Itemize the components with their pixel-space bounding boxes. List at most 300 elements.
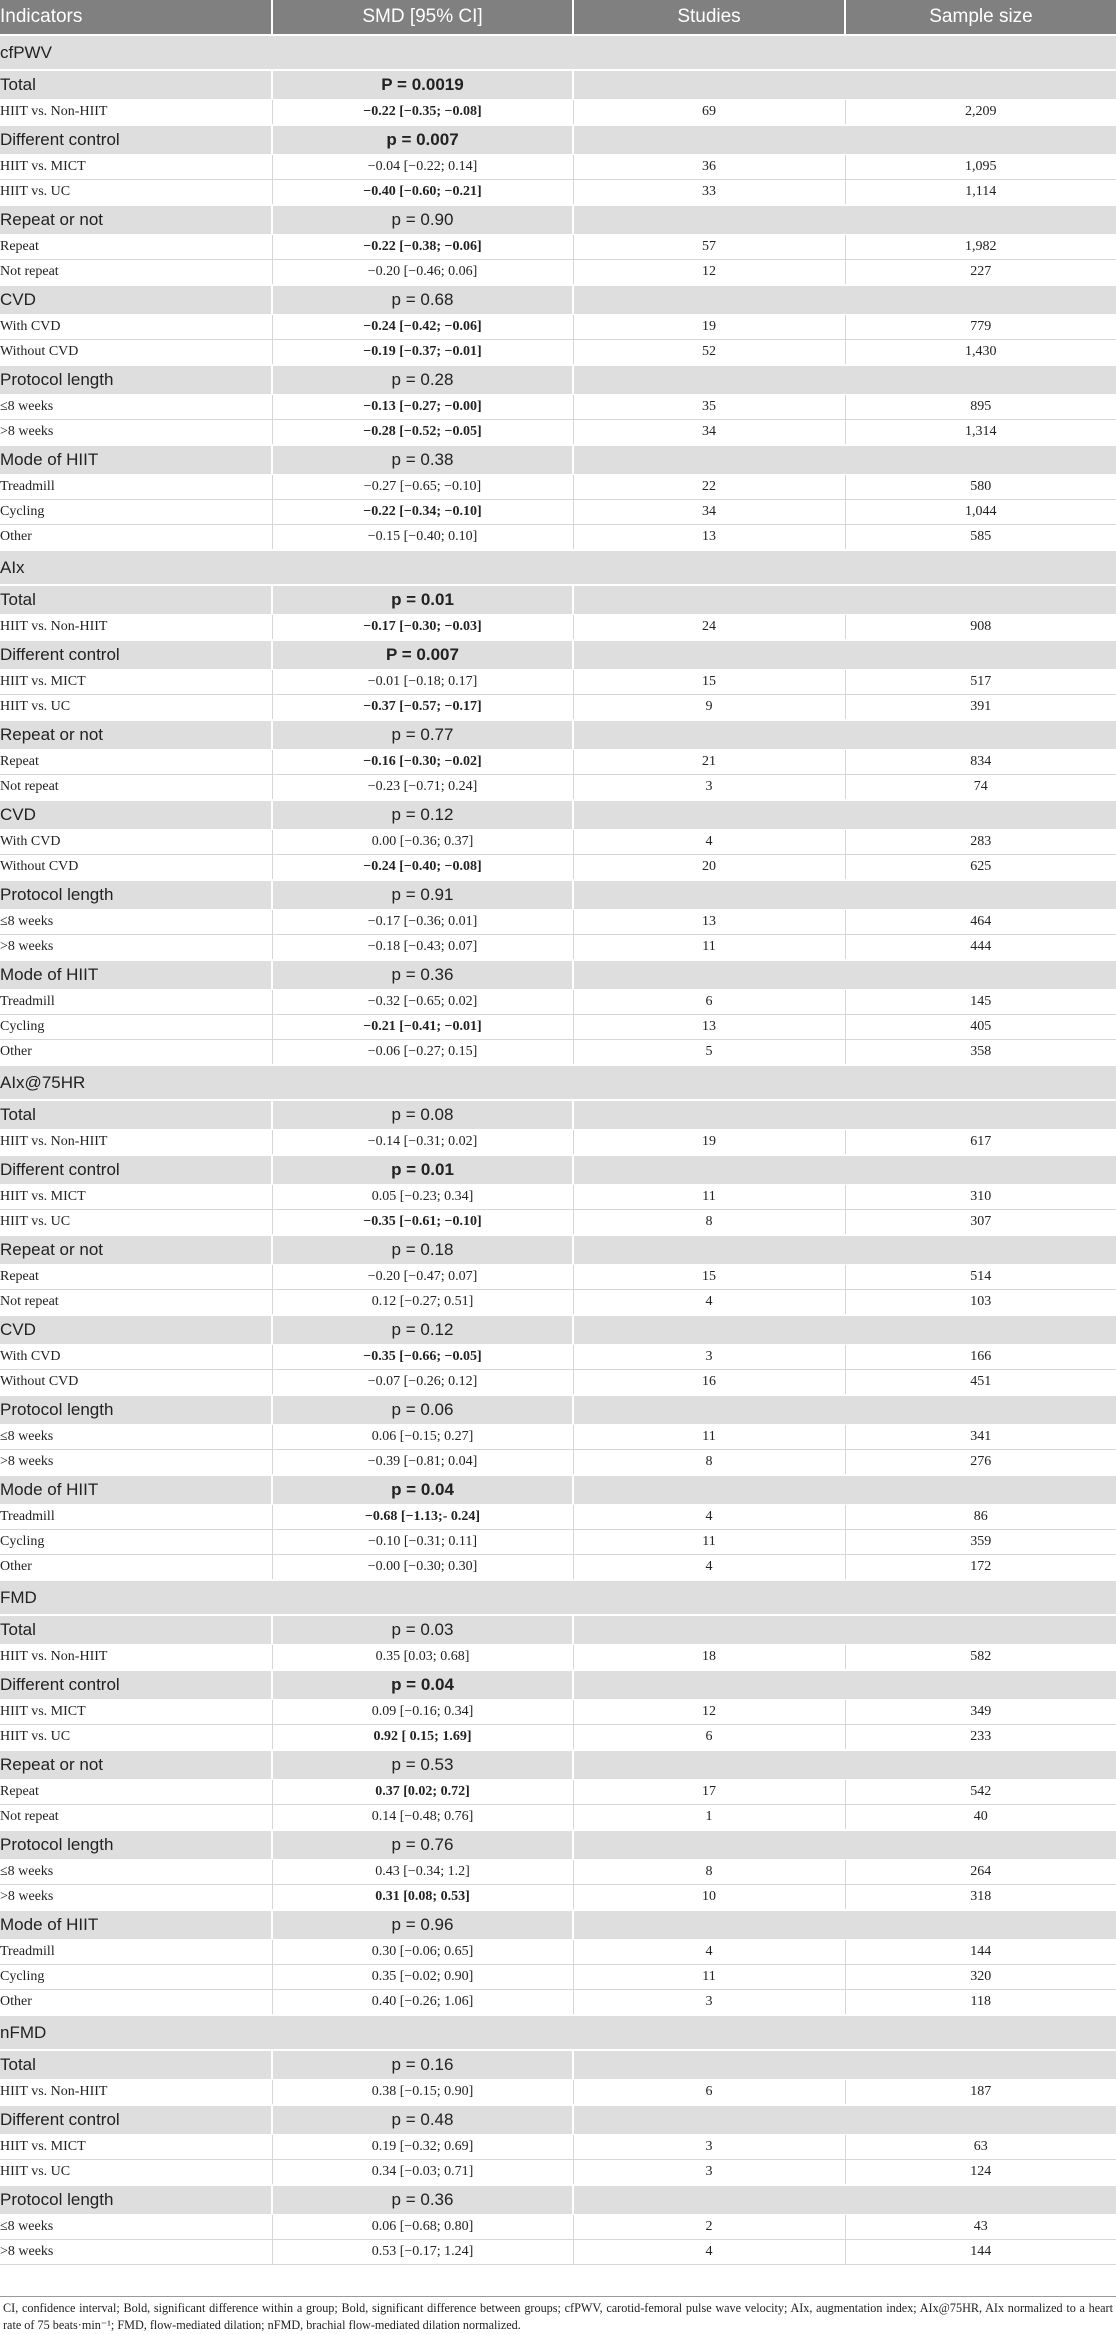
row-smd: 0.92 [ 0.15; 1.69] [272,1725,573,1751]
row-studies: 19 [573,1130,845,1156]
row-label: Not repeat [0,775,272,801]
group-row [0,1830,1116,1860]
group-p-value: p = 0.77 [272,720,573,750]
row-label: Not repeat [0,260,272,286]
group-p-value: p = 0.04 [272,1670,573,1700]
row-smd: −0.01 [−0.18; 0.17] [272,670,573,695]
group-p-value: p = 0.68 [272,285,573,315]
row-sample-size: 320 [845,1965,1116,1990]
group-p-value: p = 0.53 [272,1750,573,1780]
table-row [0,2240,1116,2265]
table-row [0,1015,1116,1040]
indicator-label: nFMD [0,2015,1116,2050]
row-smd: −0.23 [−0.71; 0.24] [272,775,573,801]
group-spacer [573,960,1116,990]
row-sample-size: 464 [845,910,1116,935]
row-studies: 24 [573,615,845,641]
table-row [0,1780,1116,1805]
group-p-value: p = 0.16 [272,2050,573,2080]
row-label: HIIT vs. Non-HIIT [0,100,272,126]
group-label: Protocol length [0,880,272,910]
indicator-row [0,2015,1116,2050]
row-label: HIIT vs. UC [0,2160,272,2186]
group-row [0,2050,1116,2080]
row-studies: 12 [573,1700,845,1725]
group-label: Different control [0,125,272,155]
row-sample-size: 172 [845,1555,1116,1581]
row-label: ≤8 weeks [0,2215,272,2240]
table-row [0,1265,1116,1290]
table-row [0,1965,1116,1990]
row-studies: 6 [573,2080,845,2106]
table-row [0,2080,1116,2106]
row-studies: 3 [573,775,845,801]
row-smd: 0.12 [−0.27; 0.51] [272,1290,573,1316]
group-spacer [573,1315,1116,1345]
row-sample-size: 444 [845,935,1116,961]
table-row [0,2160,1116,2186]
row-smd: 0.14 [−0.48; 0.76] [272,1805,573,1831]
group-row [0,720,1116,750]
group-p-value: p = 0.96 [272,1910,573,1940]
row-studies: 8 [573,1860,845,1885]
group-spacer [573,720,1116,750]
row-studies: 52 [573,340,845,366]
table-row [0,180,1116,206]
group-p-value: p = 0.28 [272,365,573,395]
row-label: Other [0,1555,272,1581]
row-smd: 0.09 [−0.16; 0.34] [272,1700,573,1725]
row-label: >8 weeks [0,2240,272,2265]
group-row [0,1395,1116,1425]
row-label: Not repeat [0,1290,272,1316]
group-spacer [573,1475,1116,1505]
row-label: With CVD [0,830,272,855]
row-smd: −0.19 [−0.37; −0.01] [272,340,573,366]
row-smd: −0.22 [−0.34; −0.10] [272,500,573,525]
row-sample-size: 233 [845,1725,1116,1751]
row-label: Repeat [0,1780,272,1805]
row-smd: 0.05 [−0.23; 0.34] [272,1185,573,1210]
group-row [0,365,1116,395]
group-label: Different control [0,1670,272,1700]
row-smd: −0.28 [−0.52; −0.05] [272,420,573,446]
row-studies: 18 [573,1645,845,1671]
table-row [0,1210,1116,1236]
group-spacer [573,1615,1116,1645]
row-sample-size: 40 [845,1805,1116,1831]
group-label: CVD [0,1315,272,1345]
group-spacer [573,1395,1116,1425]
row-sample-size: 1,095 [845,155,1116,180]
row-sample-size: 617 [845,1130,1116,1156]
table-row [0,775,1116,801]
row-label: Not repeat [0,1805,272,1831]
row-sample-size: 145 [845,990,1116,1015]
table-row [0,395,1116,420]
row-label: >8 weeks [0,1885,272,1911]
row-label: HIIT vs. MICT [0,155,272,180]
group-spacer [573,880,1116,910]
row-sample-size: 585 [845,525,1116,551]
row-smd: 0.35 [−0.02; 0.90] [272,1965,573,1990]
row-smd: 0.40 [−0.26; 1.06] [272,1990,573,2016]
group-label: Mode of HIIT [0,445,272,475]
table-row [0,1805,1116,1831]
row-label: HIIT vs. Non-HIIT [0,1130,272,1156]
group-p-value: p = 0.04 [272,1475,573,1505]
group-row [0,1315,1116,1345]
row-smd: 0.34 [−0.03; 0.71] [272,2160,573,2186]
group-p-value: p = 0.90 [272,205,573,235]
row-smd: −0.17 [−0.30; −0.03] [272,615,573,641]
row-label: >8 weeks [0,420,272,446]
row-label: ≤8 weeks [0,395,272,420]
row-sample-size: 318 [845,1885,1116,1911]
row-label: Other [0,1990,272,2016]
row-sample-size: 582 [845,1645,1116,1671]
row-studies: 4 [573,830,845,855]
row-studies: 8 [573,1450,845,1476]
group-label: Protocol length [0,1830,272,1860]
row-smd: −0.24 [−0.42; −0.06] [272,315,573,340]
table-row [0,1860,1116,1885]
row-smd: −0.35 [−0.66; −0.05] [272,1345,573,1370]
group-row [0,1475,1116,1505]
group-row [0,640,1116,670]
indicator-row [0,1580,1116,1615]
row-studies: 3 [573,2135,845,2160]
group-row [0,800,1116,830]
row-studies: 3 [573,1990,845,2016]
row-label: Other [0,1040,272,1066]
row-smd: −0.35 [−0.61; −0.10] [272,1210,573,1236]
row-studies: 3 [573,2160,845,2186]
row-sample-size: 227 [845,260,1116,286]
row-label: Treadmill [0,1940,272,1965]
row-studies: 22 [573,475,845,500]
row-sample-size: 63 [845,2135,1116,2160]
row-studies: 57 [573,235,845,260]
row-sample-size: 187 [845,2080,1116,2106]
group-row [0,2105,1116,2135]
group-p-value: p = 0.38 [272,445,573,475]
table-row [0,1505,1116,1530]
indicator-label: cfPWV [0,35,1116,70]
row-smd: 0.37 [0.02; 0.72] [272,1780,573,1805]
group-label: Total [0,1100,272,1130]
row-smd: 0.53 [−0.17; 1.24] [272,2240,573,2265]
group-label: Different control [0,2105,272,2135]
row-sample-size: 779 [845,315,1116,340]
row-sample-size: 451 [845,1370,1116,1396]
group-p-value: p = 0.12 [272,1315,573,1345]
group-spacer [573,1100,1116,1130]
row-sample-size: 908 [845,615,1116,641]
group-p-value: p = 0.01 [272,1155,573,1185]
table-row [0,1290,1116,1316]
group-row [0,880,1116,910]
row-studies: 8 [573,1210,845,1236]
row-studies: 4 [573,1940,845,1965]
row-label: >8 weeks [0,1450,272,1476]
row-studies: 34 [573,420,845,446]
group-spacer [573,70,1116,100]
row-label: Without CVD [0,340,272,366]
table-row [0,670,1116,695]
row-label: >8 weeks [0,935,272,961]
row-sample-size: 405 [845,1015,1116,1040]
row-label: Cycling [0,1015,272,1040]
row-sample-size: 1,430 [845,340,1116,366]
table-row [0,1425,1116,1450]
table-row [0,2135,1116,2160]
row-sample-size: 580 [845,475,1116,500]
table-row [0,1040,1116,1066]
table-row [0,1370,1116,1396]
row-studies: 11 [573,1425,845,1450]
table-header-row [0,0,1116,35]
table-row [0,100,1116,126]
group-spacer [573,2050,1116,2080]
row-studies: 6 [573,1725,845,1751]
row-sample-size: 341 [845,1425,1116,1450]
row-smd: −0.04 [−0.22; 0.14] [272,155,573,180]
indicator-label: AIx@75HR [0,1065,1116,1100]
group-label: CVD [0,800,272,830]
row-smd: −0.37 [−0.57; −0.17] [272,695,573,721]
group-p-value: p = 0.91 [272,880,573,910]
row-sample-size: 43 [845,2215,1116,2240]
group-p-value: p = 0.18 [272,1235,573,1265]
row-label: HIIT vs. MICT [0,1185,272,1210]
row-studies: 20 [573,855,845,881]
table-row [0,830,1116,855]
row-sample-size: 74 [845,775,1116,801]
table-row [0,155,1116,180]
row-sample-size: 517 [845,670,1116,695]
table-row [0,525,1116,551]
row-smd: −0.32 [−0.65; 0.02] [272,990,573,1015]
table-row [0,1645,1116,1671]
table-row [0,935,1116,961]
group-label: Mode of HIIT [0,960,272,990]
row-label: HIIT vs. UC [0,1725,272,1751]
table-row [0,1130,1116,1156]
row-smd: −0.13 [−0.27; −0.00] [272,395,573,420]
row-smd: 0.06 [−0.68; 0.80] [272,2215,573,2240]
row-sample-size: 166 [845,1345,1116,1370]
table-row [0,1885,1116,1911]
group-label: Repeat or not [0,1235,272,1265]
row-sample-size: 144 [845,1940,1116,1965]
table-row [0,1940,1116,1965]
row-sample-size: 391 [845,695,1116,721]
group-spacer [573,1750,1116,1780]
row-smd: 0.38 [−0.15; 0.90] [272,2080,573,2106]
row-sample-size: 86 [845,1505,1116,1530]
row-sample-size: 144 [845,2240,1116,2265]
group-label: Total [0,585,272,615]
group-p-value: p = 0.36 [272,2185,573,2215]
group-row [0,1100,1116,1130]
group-spacer [573,365,1116,395]
row-smd: −0.18 [−0.43; 0.07] [272,935,573,961]
row-label: Treadmill [0,1505,272,1530]
group-spacer [573,2105,1116,2135]
row-smd: −0.68 [−1.13;- 0.24] [272,1505,573,1530]
group-p-value: p = 0.03 [272,1615,573,1645]
row-label: HIIT vs. MICT [0,670,272,695]
row-studies: 16 [573,1370,845,1396]
row-label: Repeat [0,750,272,775]
row-studies: 4 [573,2240,845,2265]
group-spacer [573,800,1116,830]
group-label: Protocol length [0,1395,272,1425]
row-smd: −0.39 [−0.81; 0.04] [272,1450,573,1476]
row-label: HIIT vs. UC [0,180,272,206]
row-studies: 4 [573,1555,845,1581]
row-studies: 19 [573,315,845,340]
table-row [0,500,1116,525]
row-studies: 13 [573,525,845,551]
group-spacer [573,2185,1116,2215]
row-smd: 0.35 [0.03; 0.68] [272,1645,573,1671]
row-sample-size: 124 [845,2160,1116,2186]
row-label: Repeat [0,1265,272,1290]
group-label: Protocol length [0,365,272,395]
group-label: Mode of HIIT [0,1910,272,1940]
row-smd: 0.19 [−0.32; 0.69] [272,2135,573,2160]
row-label: HIIT vs. Non-HIIT [0,1645,272,1671]
row-studies: 10 [573,1885,845,1911]
row-studies: 36 [573,155,845,180]
group-spacer [573,640,1116,670]
group-row [0,125,1116,155]
table-row [0,1555,1116,1581]
row-label: HIIT vs. MICT [0,2135,272,2160]
row-studies: 15 [573,1265,845,1290]
group-spacer [573,1670,1116,1700]
group-spacer [573,585,1116,615]
row-smd: −0.00 [−0.30; 0.30] [272,1555,573,1581]
row-smd: 0.31 [0.08; 0.53] [272,1885,573,1911]
indicator-row [0,550,1116,585]
row-label: HIIT vs. UC [0,695,272,721]
row-studies: 35 [573,395,845,420]
row-studies: 13 [573,1015,845,1040]
group-spacer [573,1235,1116,1265]
group-label: CVD [0,285,272,315]
group-row [0,585,1116,615]
row-studies: 3 [573,1345,845,1370]
group-row [0,70,1116,100]
row-sample-size: 276 [845,1450,1116,1476]
table-row [0,615,1116,641]
group-p-value: p = 0.76 [272,1830,573,1860]
table-body [0,35,1116,2265]
row-sample-size: 307 [845,1210,1116,1236]
group-row [0,205,1116,235]
row-smd: −0.22 [−0.38; −0.06] [272,235,573,260]
table-footnote: CI, confidence interval; Bold, significant difference within a group; Bold, significant difference between groups; cfPWV, carotid-femoral pulse wave velocity; AIx, augmentation index; AIx@75HR, AIx normalized to a heart rate of 75 beats·min⁻¹; FMD, flow-mediated dilation; nFMD, brachial flow-mediated dilation normalized. [0,2296,1116,2334]
group-spacer [573,205,1116,235]
row-studies: 69 [573,100,845,126]
group-p-value: p = 0.36 [272,960,573,990]
group-spacer [573,445,1116,475]
group-label: Repeat or not [0,720,272,750]
table-row [0,1185,1116,1210]
table-row [0,750,1116,775]
group-spacer [573,1830,1116,1860]
row-smd: −0.10 [−0.31; 0.11] [272,1530,573,1555]
row-sample-size: 118 [845,1990,1116,2016]
indicator-row [0,1065,1116,1100]
row-studies: 21 [573,750,845,775]
table-row [0,910,1116,935]
row-studies: 34 [573,500,845,525]
group-row [0,2185,1116,2215]
row-label: Repeat [0,235,272,260]
group-row [0,1615,1116,1645]
row-label: With CVD [0,1345,272,1370]
row-smd: 0.00 [−0.36; 0.37] [272,830,573,855]
row-smd: −0.27 [−0.65; −0.10] [272,475,573,500]
row-sample-size: 514 [845,1265,1116,1290]
header-studies: Studies [573,0,845,35]
group-row [0,445,1116,475]
row-studies: 12 [573,260,845,286]
group-p-value: p = 0.06 [272,1395,573,1425]
table-row [0,2215,1116,2240]
group-row [0,1670,1116,1700]
row-studies: 17 [573,1780,845,1805]
row-label: Treadmill [0,475,272,500]
row-studies: 33 [573,180,845,206]
row-label: Other [0,525,272,551]
row-label: Treadmill [0,990,272,1015]
row-label: ≤8 weeks [0,1425,272,1450]
table-row [0,340,1116,366]
row-label: Without CVD [0,1370,272,1396]
row-sample-size: 1,114 [845,180,1116,206]
row-label: Cycling [0,1530,272,1555]
group-p-value: p = 0.48 [272,2105,573,2135]
row-smd: −0.17 [−0.36; 0.01] [272,910,573,935]
group-row [0,285,1116,315]
header-smd: SMD [95% CI] [272,0,573,35]
group-row [0,1750,1116,1780]
group-p-value: P = 0.0019 [272,70,573,100]
table-row [0,260,1116,286]
row-sample-size: 283 [845,830,1116,855]
table-row [0,1345,1116,1370]
indicator-row [0,35,1116,70]
row-sample-size: 1,044 [845,500,1116,525]
group-p-value: p = 0.01 [272,585,573,615]
group-label: Repeat or not [0,205,272,235]
row-studies: 6 [573,990,845,1015]
row-studies: 15 [573,670,845,695]
row-studies: 2 [573,2215,845,2240]
group-p-value: p = 0.08 [272,1100,573,1130]
table-row [0,235,1116,260]
row-smd: −0.40 [−0.60; −0.21] [272,180,573,206]
group-p-value: p = 0.007 [272,125,573,155]
row-studies: 1 [573,1805,845,1831]
group-label: Total [0,70,272,100]
table-row [0,475,1116,500]
